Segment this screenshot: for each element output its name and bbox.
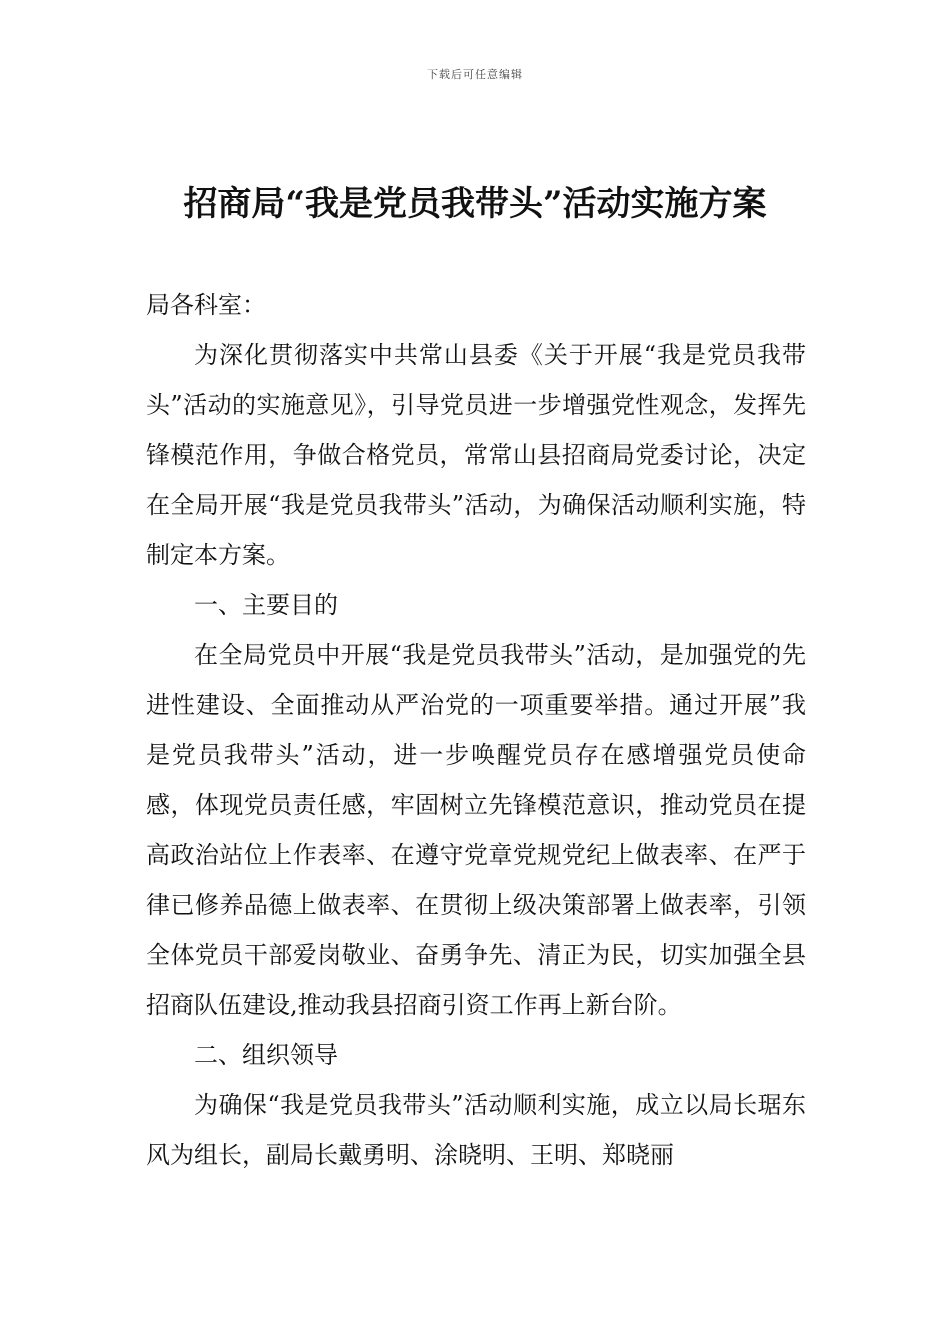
intro-paragraph: 为深化贯彻落实中共常山县委《关于开展“我是党员我带头”活动的实施意见》，引导党员进一步增强党性观念，发挥先锋模范作用，争做合格党员，常常山县招商局党委讨论，决定在全局开展“我是党员我带头”活动，为确保活动顺利实施，特制定本方案。 (146, 341, 806, 569)
document-title: 招商局“我是党员我带头”活动实施方案 (183, 184, 767, 224)
document-body (146, 280, 806, 1180)
purpose-paragraph: 在全局党员中开展“我是党员我带头”活动，是加强党的先进性建设、全面推动从严治党的一项重要举措。通过开展”我是党员我带头”活动，进一步唤醒党员存在感增强党员使命感，体现党员责任感，牢固树立先锋模范意识，推动党员在提高政治站位上作表率、在遵守党章党规党纪上做表率、在严于律已修养品德上做表率、在贯彻上级决策部署上做表率，引领全体党员干部爱岗敬业、奋勇争先、清正为民，切实加强全县招商队伍建设,推动我县招商引资工作再上新台阶。 (146, 641, 806, 1019)
page-header-note: 下载后可任意编辑 (427, 68, 523, 81)
salutation: 局各科室： (146, 291, 266, 319)
section-heading-purpose: 一、主要目的 (194, 591, 338, 619)
section-heading-organization: 二、组织领导 (194, 1041, 338, 1069)
organization-paragraph: 为确保“我是党员我带头”活动顺利实施，成立以局长琚东风为组长，副局长戴勇明、涂晓明、王明、郑晓丽 (146, 1091, 806, 1169)
